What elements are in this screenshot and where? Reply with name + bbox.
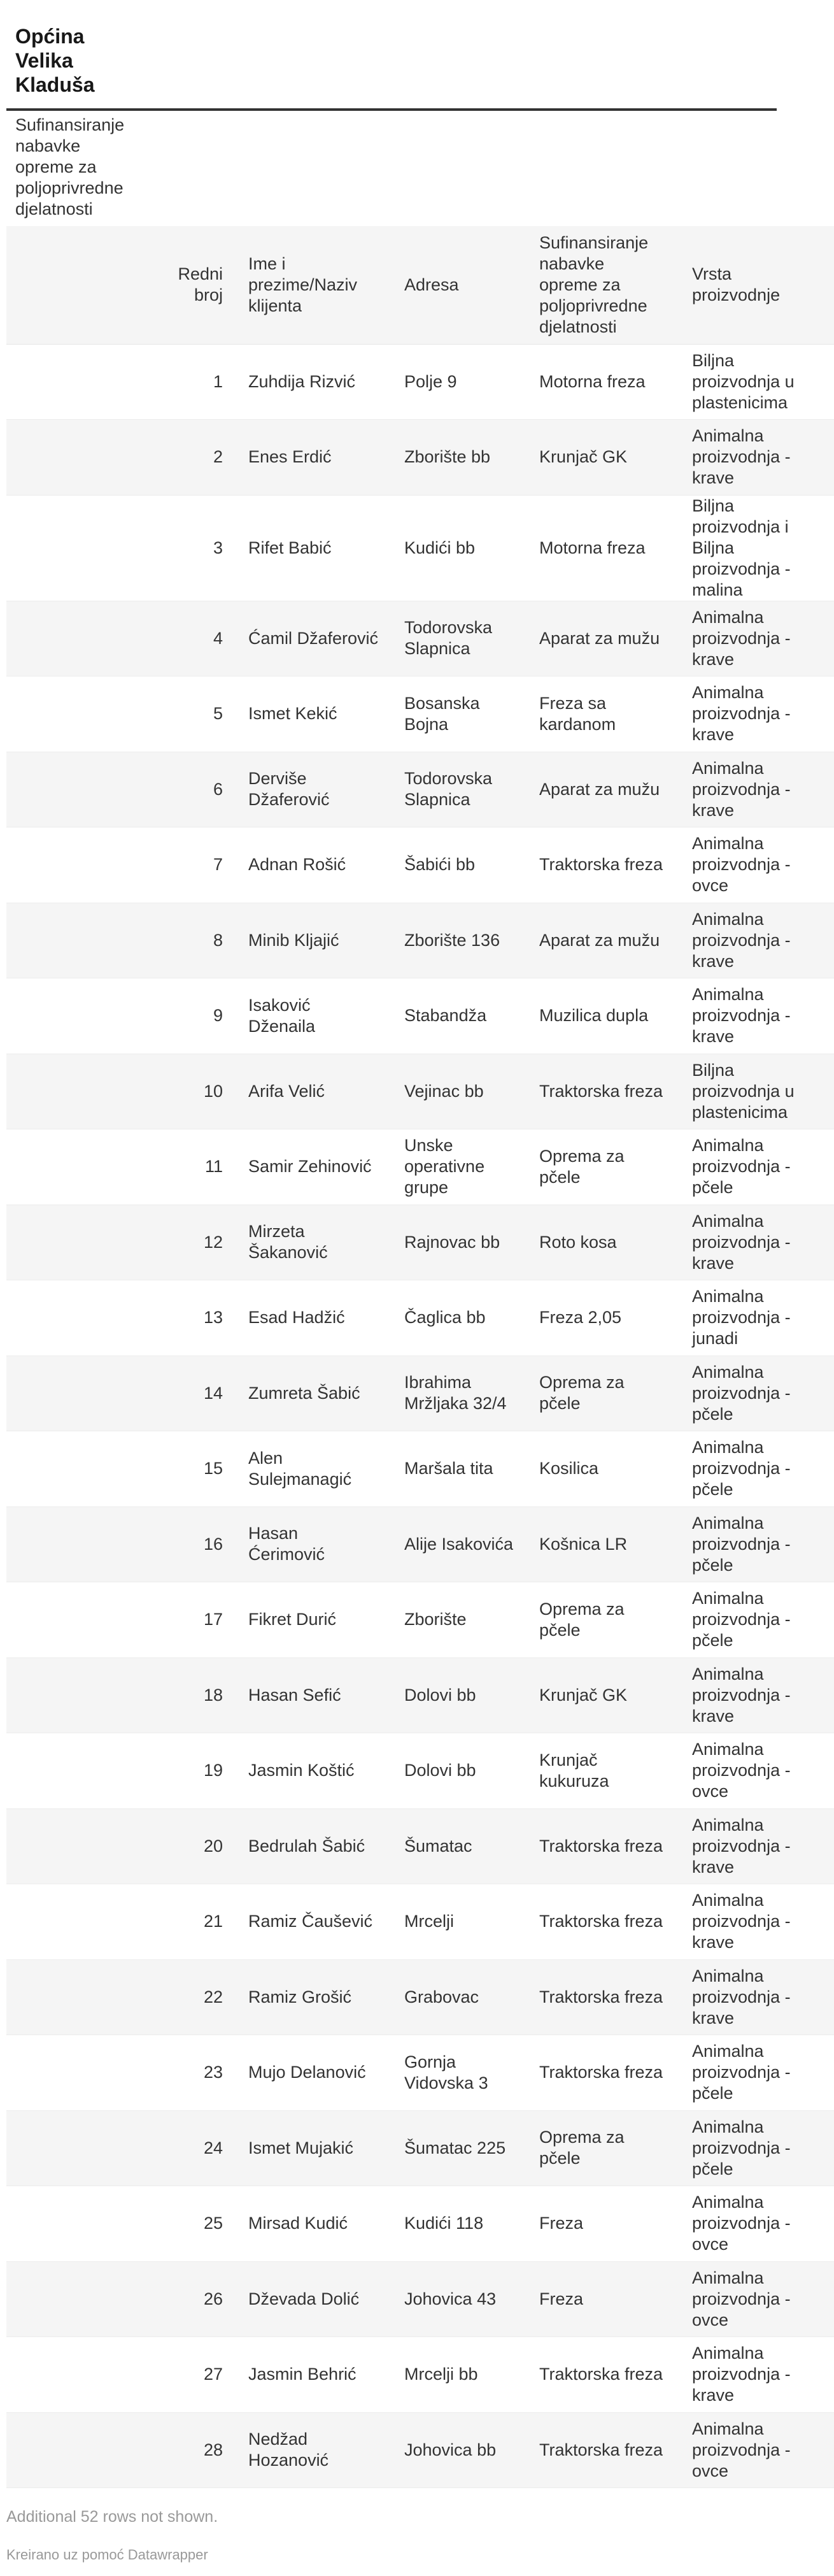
cell-oprema: Freza sa kardanom	[527, 676, 679, 752]
cell-blank	[6, 1959, 162, 2035]
cell-redni-broj: 16	[162, 1506, 236, 1582]
cell-blank	[6, 903, 162, 978]
column-header-sufinansiranje[interactable]: Sufinansiranje nabavke opreme za poljoprivredne djelatnosti	[527, 226, 679, 344]
cell-ime-prezime: Ismet Mujakić	[236, 2110, 392, 2186]
column-header-adresa[interactable]: Adresa	[392, 226, 527, 344]
column-header-blank[interactable]	[6, 226, 162, 344]
cell-oprema: Traktorska freza	[527, 1054, 679, 1129]
datawrapper-credit-link[interactable]: Kreirano uz pomoć Datawrapper	[6, 2547, 208, 2563]
cell-adresa: Kudići bb	[392, 495, 527, 601]
cell-adresa: Čaglica bb	[392, 1280, 527, 1356]
cell-vrsta-proizvodnje: Animalna proizvodnja - krave	[679, 903, 834, 978]
cell-redni-broj: 13	[162, 1280, 236, 1356]
cell-redni-broj: 25	[162, 2186, 236, 2262]
table-row	[6, 676, 834, 752]
cell-ime-prezime: Jasmin Koštić	[236, 1733, 392, 1809]
cell-blank	[6, 2261, 162, 2337]
cell-vrsta-proizvodnje: Animalna proizvodnja - krave	[679, 1959, 834, 2035]
cell-ime-prezime: Mirzeta Šakanović	[236, 1205, 392, 1280]
cell-ime-prezime: Bedrulah Šabić	[236, 1808, 392, 1884]
cell-adresa: Šumatac	[392, 1808, 527, 1884]
cell-vrsta-proizvodnje: Animalna proizvodnja - krave	[679, 978, 834, 1054]
cell-redni-broj: 9	[162, 978, 236, 1054]
title-divider	[6, 108, 777, 111]
cell-ime-prezime: Hasan Ćerimović	[236, 1506, 392, 1582]
table-row	[6, 1884, 834, 1960]
table-row	[6, 2261, 834, 2337]
table-row	[6, 2035, 834, 2111]
cell-oprema: Motorna freza	[527, 344, 679, 420]
cell-vrsta-proizvodnje: Animalna proizvodnja - pčele	[679, 1506, 834, 1582]
cell-ime-prezime: Nedžad Hozanović	[236, 2412, 392, 2488]
cell-vrsta-proizvodnje: Animalna proizvodnja - pčele	[679, 1431, 834, 1507]
cell-blank	[6, 1808, 162, 1884]
cell-ime-prezime: Esad Hadžić	[236, 1280, 392, 1356]
cell-adresa: Grabovac	[392, 1959, 527, 2035]
cell-blank	[6, 2110, 162, 2186]
cell-oprema: Oprema za pčele	[527, 1356, 679, 1431]
cell-oprema: Freza	[527, 2261, 679, 2337]
cell-blank	[6, 1506, 162, 1582]
cell-ime-prezime: Zumreta Šabić	[236, 1356, 392, 1431]
cell-adresa: Kudići 118	[392, 2186, 527, 2262]
table-row	[6, 1129, 834, 1205]
table-row	[6, 2412, 834, 2488]
cell-oprema: Traktorska freza	[527, 2035, 679, 2111]
cell-adresa: Todorovska Slapnica	[392, 752, 527, 827]
cell-ime-prezime: Jasmin Behrić	[236, 2337, 392, 2413]
table-row	[6, 1959, 834, 2035]
table-row	[6, 1205, 834, 1280]
cell-redni-broj: 26	[162, 2261, 236, 2337]
table-row	[6, 2337, 834, 2413]
cell-oprema: Traktorska freza	[527, 2412, 679, 2488]
cell-adresa: Polje 9	[392, 344, 527, 420]
cell-adresa: Dolovi bb	[392, 1733, 527, 1809]
cell-vrsta-proizvodnje: Animalna proizvodnja - pčele	[679, 2035, 834, 2111]
table-row	[6, 420, 834, 496]
cell-oprema: Aparat za mužu	[527, 601, 679, 676]
cell-vrsta-proizvodnje: Animalna proizvodnja - krave	[679, 752, 834, 827]
cell-blank	[6, 2337, 162, 2413]
cell-oprema: Oprema za pčele	[527, 1582, 679, 1658]
cell-ime-prezime: Arifa Velić	[236, 1054, 392, 1129]
cell-blank	[6, 2186, 162, 2262]
cell-oprema: Oprema za pčele	[527, 2110, 679, 2186]
cell-adresa: Todorovska Slapnica	[392, 601, 527, 676]
cell-adresa: Gornja Vidovska 3	[392, 2035, 527, 2111]
cell-blank	[6, 2035, 162, 2111]
cell-adresa: Zborište bb	[392, 420, 527, 496]
column-header-ime-prezime[interactable]: Ime i prezime/Naziv klijenta	[236, 226, 392, 344]
cell-redni-broj: 23	[162, 2035, 236, 2111]
cell-redni-broj: 10	[162, 1054, 236, 1129]
cell-oprema: Oprema za pčele	[527, 1129, 679, 1205]
cell-redni-broj: 11	[162, 1129, 236, 1205]
cell-adresa: Šumatac 225	[392, 2110, 527, 2186]
cell-ime-prezime: Dževada Dolić	[236, 2261, 392, 2337]
table-row	[6, 1733, 834, 1809]
cell-adresa: Stabandža	[392, 978, 527, 1054]
cell-adresa: Dolovi bb	[392, 1657, 527, 1733]
table-row	[6, 601, 834, 676]
cell-ime-prezime: Ramiz Grošić	[236, 1959, 392, 2035]
cell-blank	[6, 978, 162, 1054]
cell-adresa: Zborište	[392, 1582, 527, 1658]
cell-redni-broj: 2	[162, 420, 236, 496]
table-row	[6, 827, 834, 903]
cell-vrsta-proizvodnje: Animalna proizvodnja - ovce	[679, 2186, 834, 2262]
cell-vrsta-proizvodnje: Animalna proizvodnja - krave	[679, 1657, 834, 1733]
cell-ime-prezime: Ismet Kekić	[236, 676, 392, 752]
cell-oprema: Freza	[527, 2186, 679, 2262]
cell-blank	[6, 495, 162, 601]
cell-blank	[6, 1431, 162, 1507]
cell-oprema: Muzilica dupla	[527, 978, 679, 1054]
cell-blank	[6, 1205, 162, 1280]
table-row	[6, 1356, 834, 1431]
cell-vrsta-proizvodnje: Animalna proizvodnja - pčele	[679, 1356, 834, 1431]
table-row	[6, 1054, 834, 1129]
cell-redni-broj: 12	[162, 1205, 236, 1280]
cell-blank	[6, 676, 162, 752]
table-row	[6, 978, 834, 1054]
cell-oprema: Roto kosa	[527, 1205, 679, 1280]
cell-vrsta-proizvodnje: Animalna proizvodnja - pčele	[679, 1129, 834, 1205]
table-container[interactable]	[6, 226, 795, 2510]
table-row	[6, 1280, 834, 1356]
cell-vrsta-proizvodnje: Animalna proizvodnja - krave	[679, 601, 834, 676]
cell-ime-prezime: Samir Zehinović	[236, 1129, 392, 1205]
cell-vrsta-proizvodnje: Animalna proizvodnja - ovce	[679, 827, 834, 903]
cell-ime-prezime: Zuhdija Rizvić	[236, 344, 392, 420]
cell-redni-broj: 4	[162, 601, 236, 676]
cell-blank	[6, 2412, 162, 2488]
table-header	[6, 226, 834, 344]
cell-blank	[6, 344, 162, 420]
rows-not-shown-note: Additional 52 rows not shown.	[6, 2508, 218, 2526]
cell-oprema: Freza 2,05	[527, 1280, 679, 1356]
table-row	[6, 1657, 834, 1733]
cell-blank	[6, 1733, 162, 1809]
table-row	[6, 903, 834, 978]
cell-vrsta-proizvodnje: Animalna proizvodnja - junadi	[679, 1280, 834, 1356]
cell-redni-broj: 19	[162, 1733, 236, 1809]
cell-adresa: Unske operativne grupe	[392, 1129, 527, 1205]
cell-adresa: Vejinac bb	[392, 1054, 527, 1129]
cell-vrsta-proizvodnje: Biljna proizvodnja u plastenicima	[679, 1054, 834, 1129]
cell-ime-prezime: Mujo Delanović	[236, 2035, 392, 2111]
cell-oprema: Traktorska freza	[527, 1884, 679, 1960]
cell-redni-broj: 27	[162, 2337, 236, 2413]
cell-vrsta-proizvodnje: Animalna proizvodnja - krave	[679, 2337, 834, 2413]
cell-adresa: Mrcelji bb	[392, 2337, 527, 2413]
cell-oprema: Motorna freza	[527, 495, 679, 601]
cell-ime-prezime: Mirsad Kudić	[236, 2186, 392, 2262]
cell-vrsta-proizvodnje: Animalna proizvodnja - krave	[679, 1808, 834, 1884]
cell-adresa: Mrcelji	[392, 1884, 527, 1960]
cell-adresa: Zborište 136	[392, 903, 527, 978]
cell-adresa: Bosanska Bojna	[392, 676, 527, 752]
cell-ime-prezime: Ramiz Čaušević	[236, 1884, 392, 1960]
cell-oprema: Aparat za mužu	[527, 903, 679, 978]
cell-vrsta-proizvodnje: Biljna proizvodnja u plastenicima	[679, 344, 834, 420]
cell-ime-prezime: Derviše Džaferović	[236, 752, 392, 827]
cell-blank	[6, 1582, 162, 1658]
cell-ime-prezime: Minib Kljajić	[236, 903, 392, 978]
cell-ime-prezime: Ćamil Džaferović	[236, 601, 392, 676]
cell-adresa: Rajnovac bb	[392, 1205, 527, 1280]
cell-redni-broj: 17	[162, 1582, 236, 1658]
cell-redni-broj: 21	[162, 1884, 236, 1960]
cell-redni-broj: 1	[162, 344, 236, 420]
cell-ime-prezime: Adnan Rošić	[236, 827, 392, 903]
cell-vrsta-proizvodnje: Animalna proizvodnja - pčele	[679, 1582, 834, 1658]
cell-redni-broj: 24	[162, 2110, 236, 2186]
cell-adresa: Šabići bb	[392, 827, 527, 903]
cell-oprema: Aparat za mužu	[527, 752, 679, 827]
table-row	[6, 2110, 834, 2186]
page-subtitle: Sufinansiranje nabavke opreme za poljoprivredne djelatnosti	[15, 115, 125, 218]
column-header-redni-broj[interactable]: Redni broj	[162, 226, 236, 344]
cell-vrsta-proizvodnje: Animalna proizvodnja - ovce	[679, 2261, 834, 2337]
cell-ime-prezime: Isaković Dženaila	[236, 978, 392, 1054]
cell-blank	[6, 1657, 162, 1733]
cell-redni-broj: 7	[162, 827, 236, 903]
cell-vrsta-proizvodnje: Animalna proizvodnja - ovce	[679, 1733, 834, 1809]
cell-vrsta-proizvodnje: Animalna proizvodnja - krave	[679, 1884, 834, 1960]
cell-vrsta-proizvodnje: Biljna proizvodnja i Biljna proizvodnja - malina	[679, 495, 834, 601]
cell-oprema: Krunjač GK	[527, 1657, 679, 1733]
cell-oprema: Traktorska freza	[527, 2337, 679, 2413]
table-row	[6, 1506, 834, 1582]
cell-blank	[6, 1280, 162, 1356]
cell-adresa: Alije Isakovića	[392, 1506, 527, 1582]
table-body	[6, 344, 834, 2488]
cell-blank	[6, 827, 162, 903]
cell-redni-broj: 18	[162, 1657, 236, 1733]
table-row	[6, 1808, 834, 1884]
cell-blank	[6, 420, 162, 496]
cell-redni-broj: 5	[162, 676, 236, 752]
table-row	[6, 752, 834, 827]
cell-oprema: Kosilica	[527, 1431, 679, 1507]
cell-redni-broj: 6	[162, 752, 236, 827]
cell-redni-broj: 14	[162, 1356, 236, 1431]
cell-adresa: Ibrahima Mržljaka 32/4	[392, 1356, 527, 1431]
cell-blank	[6, 1356, 162, 1431]
cell-oprema: Traktorska freza	[527, 1808, 679, 1884]
column-header-vrsta-proizvodnje[interactable]: Vrsta proizvodnje	[679, 226, 834, 344]
cell-redni-broj: 3	[162, 495, 236, 601]
cell-redni-broj: 20	[162, 1808, 236, 1884]
cell-ime-prezime: Alen Sulejmanagić	[236, 1431, 392, 1507]
cell-blank	[6, 1884, 162, 1960]
cell-redni-broj: 22	[162, 1959, 236, 2035]
cell-ime-prezime: Enes Erdić	[236, 420, 392, 496]
table-row	[6, 1431, 834, 1507]
cell-vrsta-proizvodnje: Animalna proizvodnja - krave	[679, 1205, 834, 1280]
header-row	[6, 226, 834, 344]
table-row	[6, 344, 834, 420]
cell-adresa: Johovica bb	[392, 2412, 527, 2488]
cell-vrsta-proizvodnje: Animalna proizvodnja - ovce	[679, 2412, 834, 2488]
table-row	[6, 2186, 834, 2262]
cell-oprema: Košnica LR	[527, 1506, 679, 1582]
table-row	[6, 1582, 834, 1658]
cell-vrsta-proizvodnje: Animalna proizvodnja - krave	[679, 676, 834, 752]
table-row	[6, 495, 834, 601]
cell-oprema: Krunjač kukuruza	[527, 1733, 679, 1809]
cell-oprema: Krunjač GK	[527, 420, 679, 496]
data-table	[6, 226, 834, 2488]
cell-adresa: Johovica 43	[392, 2261, 527, 2337]
page-title: Općina Velika Kladuša	[15, 25, 95, 96]
cell-vrsta-proizvodnje: Animalna proizvodnja - krave	[679, 420, 834, 496]
cell-blank	[6, 601, 162, 676]
cell-vrsta-proizvodnje: Animalna proizvodnja - pčele	[679, 2110, 834, 2186]
cell-oprema: Traktorska freza	[527, 827, 679, 903]
cell-blank	[6, 1054, 162, 1129]
cell-oprema: Traktorska freza	[527, 1959, 679, 2035]
cell-redni-broj: 8	[162, 903, 236, 978]
cell-ime-prezime: Fikret Durić	[236, 1582, 392, 1658]
cell-redni-broj: 15	[162, 1431, 236, 1507]
cell-redni-broj: 28	[162, 2412, 236, 2488]
cell-ime-prezime: Rifet Babić	[236, 495, 392, 601]
cell-ime-prezime: Hasan Sefić	[236, 1657, 392, 1733]
cell-blank	[6, 1129, 162, 1205]
cell-adresa: Maršala tita	[392, 1431, 527, 1507]
cell-blank	[6, 752, 162, 827]
